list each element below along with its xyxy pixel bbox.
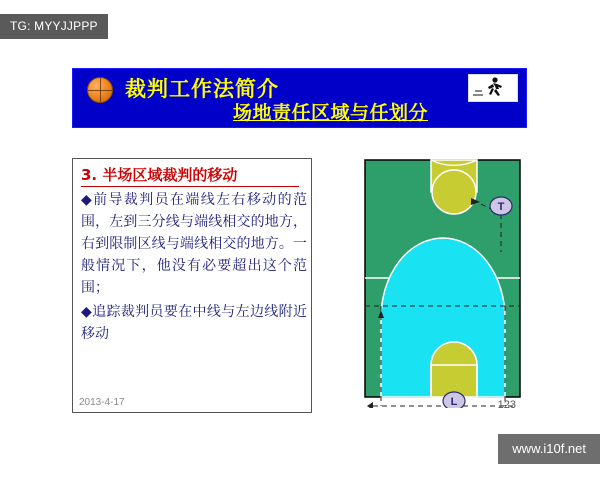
basketball-icon [87,77,113,103]
court-diagram-container [323,158,528,413]
svg-text:L: L [450,396,458,408]
banner-title: 裁判工作法简介 [125,77,279,101]
banner-subtitle: 场地责任区域与任划分 [233,102,429,124]
heading-underline [81,186,299,187]
svg-text:T: T [497,201,505,213]
title-banner [72,68,527,128]
paragraph-1: ◆前导裁判员在端线左右移动的范围，左到三分线与端线相交的地方，右到限制区线与端线相交的地方。一般情况下，他没有必要超出这个范围； [81,192,307,296]
panel-heading: 3. 半场区域裁判的移动 [81,166,238,184]
basketball-court-diagram [323,158,528,408]
paragraph-2: ◆追踪裁判员要在中线与左边线附近移动 [81,304,307,342]
running-referee-icon [468,74,518,102]
presentation-slide [55,55,545,430]
date-stamp: 2013-4-17 [79,397,125,408]
panel-body [81,189,307,347]
slide-page-number: 123 [497,399,516,411]
site-watermark: www.i10f.net [498,434,600,464]
text-panel [72,158,312,413]
tg-tag: TG: MYYJJPPP [0,14,108,39]
